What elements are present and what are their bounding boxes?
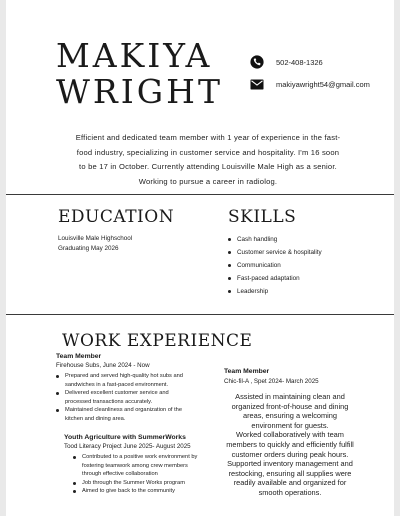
bullet-item: kitchen and dining area. [65, 415, 126, 422]
skills-list [228, 233, 322, 298]
description-line: readily available and organized for [233, 478, 347, 488]
job-bullets [73, 453, 214, 496]
job-chickfila-description [208, 392, 372, 498]
phone-icon [250, 55, 264, 69]
description-line: Supported inventory management and [227, 459, 353, 469]
skill-item: Cash handling [228, 233, 322, 246]
skill-item: Customer service & hospitality [228, 246, 322, 259]
envelope-icon [250, 77, 264, 91]
graduation-date: Graduating May 2026 [58, 245, 119, 252]
email-address: makiyawright54@gmail.com [276, 79, 370, 89]
job-title: Team Member [56, 353, 102, 360]
section-divider [6, 194, 394, 195]
description-line: areas, ensuring a welcoming [242, 411, 338, 421]
bullet-item: Contributed to a positive work environment by [73, 453, 214, 462]
bullet-item: Delivered excellent customer service and [56, 389, 206, 398]
skill-item: Leadership [228, 285, 322, 298]
job-employer: Tood Literacy Project June 2025- August 2025 [64, 443, 191, 450]
bullet-item: processed transactions accurately. [65, 398, 153, 405]
bullet-item: Prepared and served high-quality hot subs and [56, 372, 206, 381]
job-chickfila-header [224, 368, 384, 385]
description-line: environment for guests. [251, 420, 329, 430]
summary-line: Efficient and dedicated team member with 1 year of experience in the fast- [75, 133, 341, 142]
job-employer: Firehouse Subs, June 2024 - Now [56, 362, 150, 369]
job-title: Youth Agriculture with SummerWorks [64, 434, 186, 441]
last-name: WRIGHT [56, 72, 223, 111]
job-title: Team Member [224, 368, 270, 375]
description-line: Worked collaboratively with team [236, 430, 344, 440]
work-experience-title: WORK EXPERIENCE [62, 331, 253, 351]
description-line: members to quickly and efficiently fulfill [226, 439, 354, 449]
summary-line: to be 17 in October. Currently attending Louisville Male High as a senior. [79, 162, 337, 171]
skill-item: Communication [228, 259, 322, 272]
contact-phone [250, 55, 323, 69]
bullet-item: Maintained cleanliness and organization of the [56, 406, 206, 415]
description-line: restocking, ensuring all supplies were [228, 468, 352, 478]
contact-email [250, 77, 370, 91]
education-details [58, 234, 132, 254]
summary-line: food industry, specializing in customer service and hospitality. I'm 16 soon [76, 147, 340, 157]
description-line: smooth operations. [258, 487, 322, 497]
bullet-item: Job through the Summer Works program [73, 479, 214, 488]
job-summerworks [64, 434, 214, 496]
resume-page [6, 0, 394, 516]
job-firehouse [56, 353, 206, 424]
section-divider [6, 314, 394, 315]
education-title: EDUCATION [58, 207, 175, 227]
description-line: organized front-of-house and dining [231, 401, 349, 411]
job-employer: Chic-fil-A , Spet 2024- March 2025 [224, 378, 319, 385]
skills-title: SKILLS [228, 207, 297, 227]
school-name: Louisville Male Highschool [58, 235, 133, 242]
bullet-item: through effective collaboration [82, 471, 158, 478]
profile-summary [58, 131, 358, 189]
bullet-item: fostering teamwork among crew members [82, 462, 188, 469]
bullet-item: sandwiches in a fast-paced environment. [65, 381, 169, 388]
description-line: customer orders during peak hours. [231, 449, 349, 459]
phone-number: 502-408-1326 [276, 57, 323, 67]
summary-line: Working to pursue a career in radiolog. [138, 176, 278, 186]
bullet-item: Aimed to give back to the community [73, 487, 214, 496]
job-bullets [56, 372, 206, 424]
first-name: MAKIYA [56, 36, 213, 75]
description-line: Assisted in maintaining clean and [235, 392, 345, 401]
name-heading [56, 38, 223, 110]
skill-item: Fast-paced adaptation [228, 272, 322, 285]
